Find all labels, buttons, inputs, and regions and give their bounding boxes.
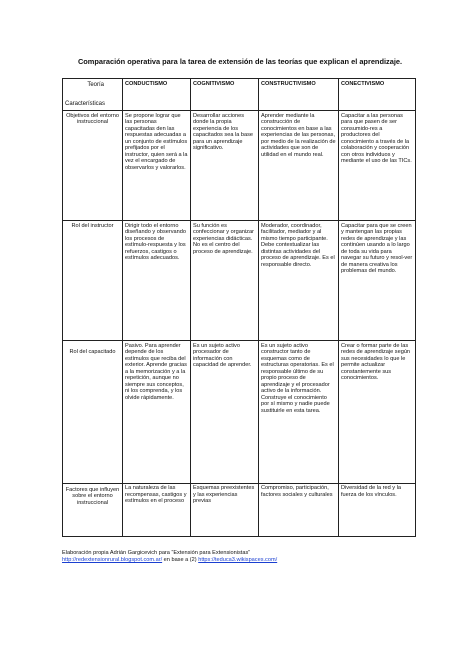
row-label-trainee-role: Rol del capacitado [63, 341, 123, 484]
column-header-conectivismo: CONECTIVISMO [339, 79, 416, 111]
comparison-table [62, 78, 416, 537]
table-cell: Pasivo. Para aprender depende de los estímulos que reciba del exterior. Aprende gracias a la memorización y a la repetición, aunque no siempre sus conceptos, ni los comprenda, y los olvide rápidamente. [123, 341, 191, 484]
table-row-factors [63, 483, 416, 537]
corner-label-characteristics: Características [65, 100, 106, 107]
table-cell: Moderador, coordinador, facilitador, mediador y al mismo tiempo participante. Debe contextualizar las distintas actividades del proceso de aprendizaje. Es el responsable directo. [259, 221, 339, 341]
table-cell: Diversidad de la red y la fuerza de los vínculos. [339, 483, 416, 537]
document-title: Comparación operativa para la tarea de extensión de las teorías que explican el aprendizaje. [77, 57, 403, 66]
table-cell: Capacitar a las personas para que pasen de ser consumido-res a productores del conocimiento a través de la colaboración y cooperación con otros individuos y mediante el uso de las TICs. [339, 111, 416, 221]
table-cell: Se propone lograr que las personas capacitadas den las respuestas adecuadas a un conjunto de estímulos prefijados por el instructor, quien será a la vez el encargado de observarlos y valorarlos. [123, 111, 191, 221]
table-cell: Su función es confeccionar y organizar experiencias didácticas. No es el centro del proceso de aprendizaje. [191, 221, 259, 341]
corner-label-theory: Teoría [87, 82, 104, 88]
column-header-conductismo: CONDUCTISMO [123, 79, 191, 111]
table-cell: La naturaleza de las recompensas, castigos y estímulos en el proceso [123, 483, 191, 537]
footer-link-blog[interactable]: http://redextensionrural.blogspot.com.ar/ [62, 557, 163, 564]
table-row-objectives [63, 111, 416, 221]
column-header-constructivismo: CONSTRUCTIVISMO [259, 79, 339, 111]
table-cell: Aprender mediante la construcción de conocimientos en base a las experiencias de las personas, por medio de la realización de actividades que son de utilidad en el mundo real. [259, 111, 339, 221]
table-header-row [63, 79, 416, 111]
row-label-instructor-role: Rol del instructor [63, 221, 123, 341]
corner-cell [63, 79, 123, 111]
footer-sources [62, 557, 277, 564]
table-cell: Desarrollar acciones donde la propia experiencia de los capacitados sea la base para un aprendizaje significativo. [191, 111, 259, 221]
table-cell: Capacitar para que se creen y mantengan las propias redes de aprendizaje y las continúen usando a lo largo de toda su vida para navegar su futuro y resol-ver de manera creativa los problemas del mundo. [339, 221, 416, 341]
table-row-instructor-role [63, 221, 416, 341]
table-row-trainee-role [63, 341, 416, 484]
table-cell: Esquemas preexistentes y las experiencias previas [191, 483, 259, 537]
row-label-factors: Factores que influyen sobre el entorno instruccional [63, 483, 123, 537]
table-cell: Crear o formar parte de las redes de aprendizaje según sus necesidades lo que le permite actualizar constantemente sus conocimientos. [339, 341, 416, 484]
table-cell: Dirigir todo el entorno diseñando y observando los procesos de estímulo-respuesta y los refuerzos, castigos o estímulos adecuados. [123, 221, 191, 341]
row-label-objectives: Objetivos del entorno instruccional [63, 111, 123, 221]
column-header-cognitivismo: COGNITIVISMO [191, 79, 259, 111]
footer-middle-text: en base a (2) [162, 557, 199, 564]
table-cell: Es un sujeto activo constructor tanto de esquemas como de estructuras operatorias. Es el responsable último de su propio proceso de aprendizaje y el procesador activo de la información. Construye el conocimiento por sí mismo y nadie puede sustituirle en esta tarea. [259, 341, 339, 484]
table-cell: Compromiso, participación, factores sociales y culturales [259, 483, 339, 537]
footer-credits [62, 550, 277, 565]
footer-link-wiki[interactable]: https://teduca3.wikispaces.com/ [198, 557, 278, 564]
footer-attribution: Elaboración propia Adrián Gargicevich para “Extensión para Extensionistas” [62, 550, 251, 556]
table-cell: Es un sujeto activo procesador de información con capacidad de aprender. [191, 341, 259, 484]
